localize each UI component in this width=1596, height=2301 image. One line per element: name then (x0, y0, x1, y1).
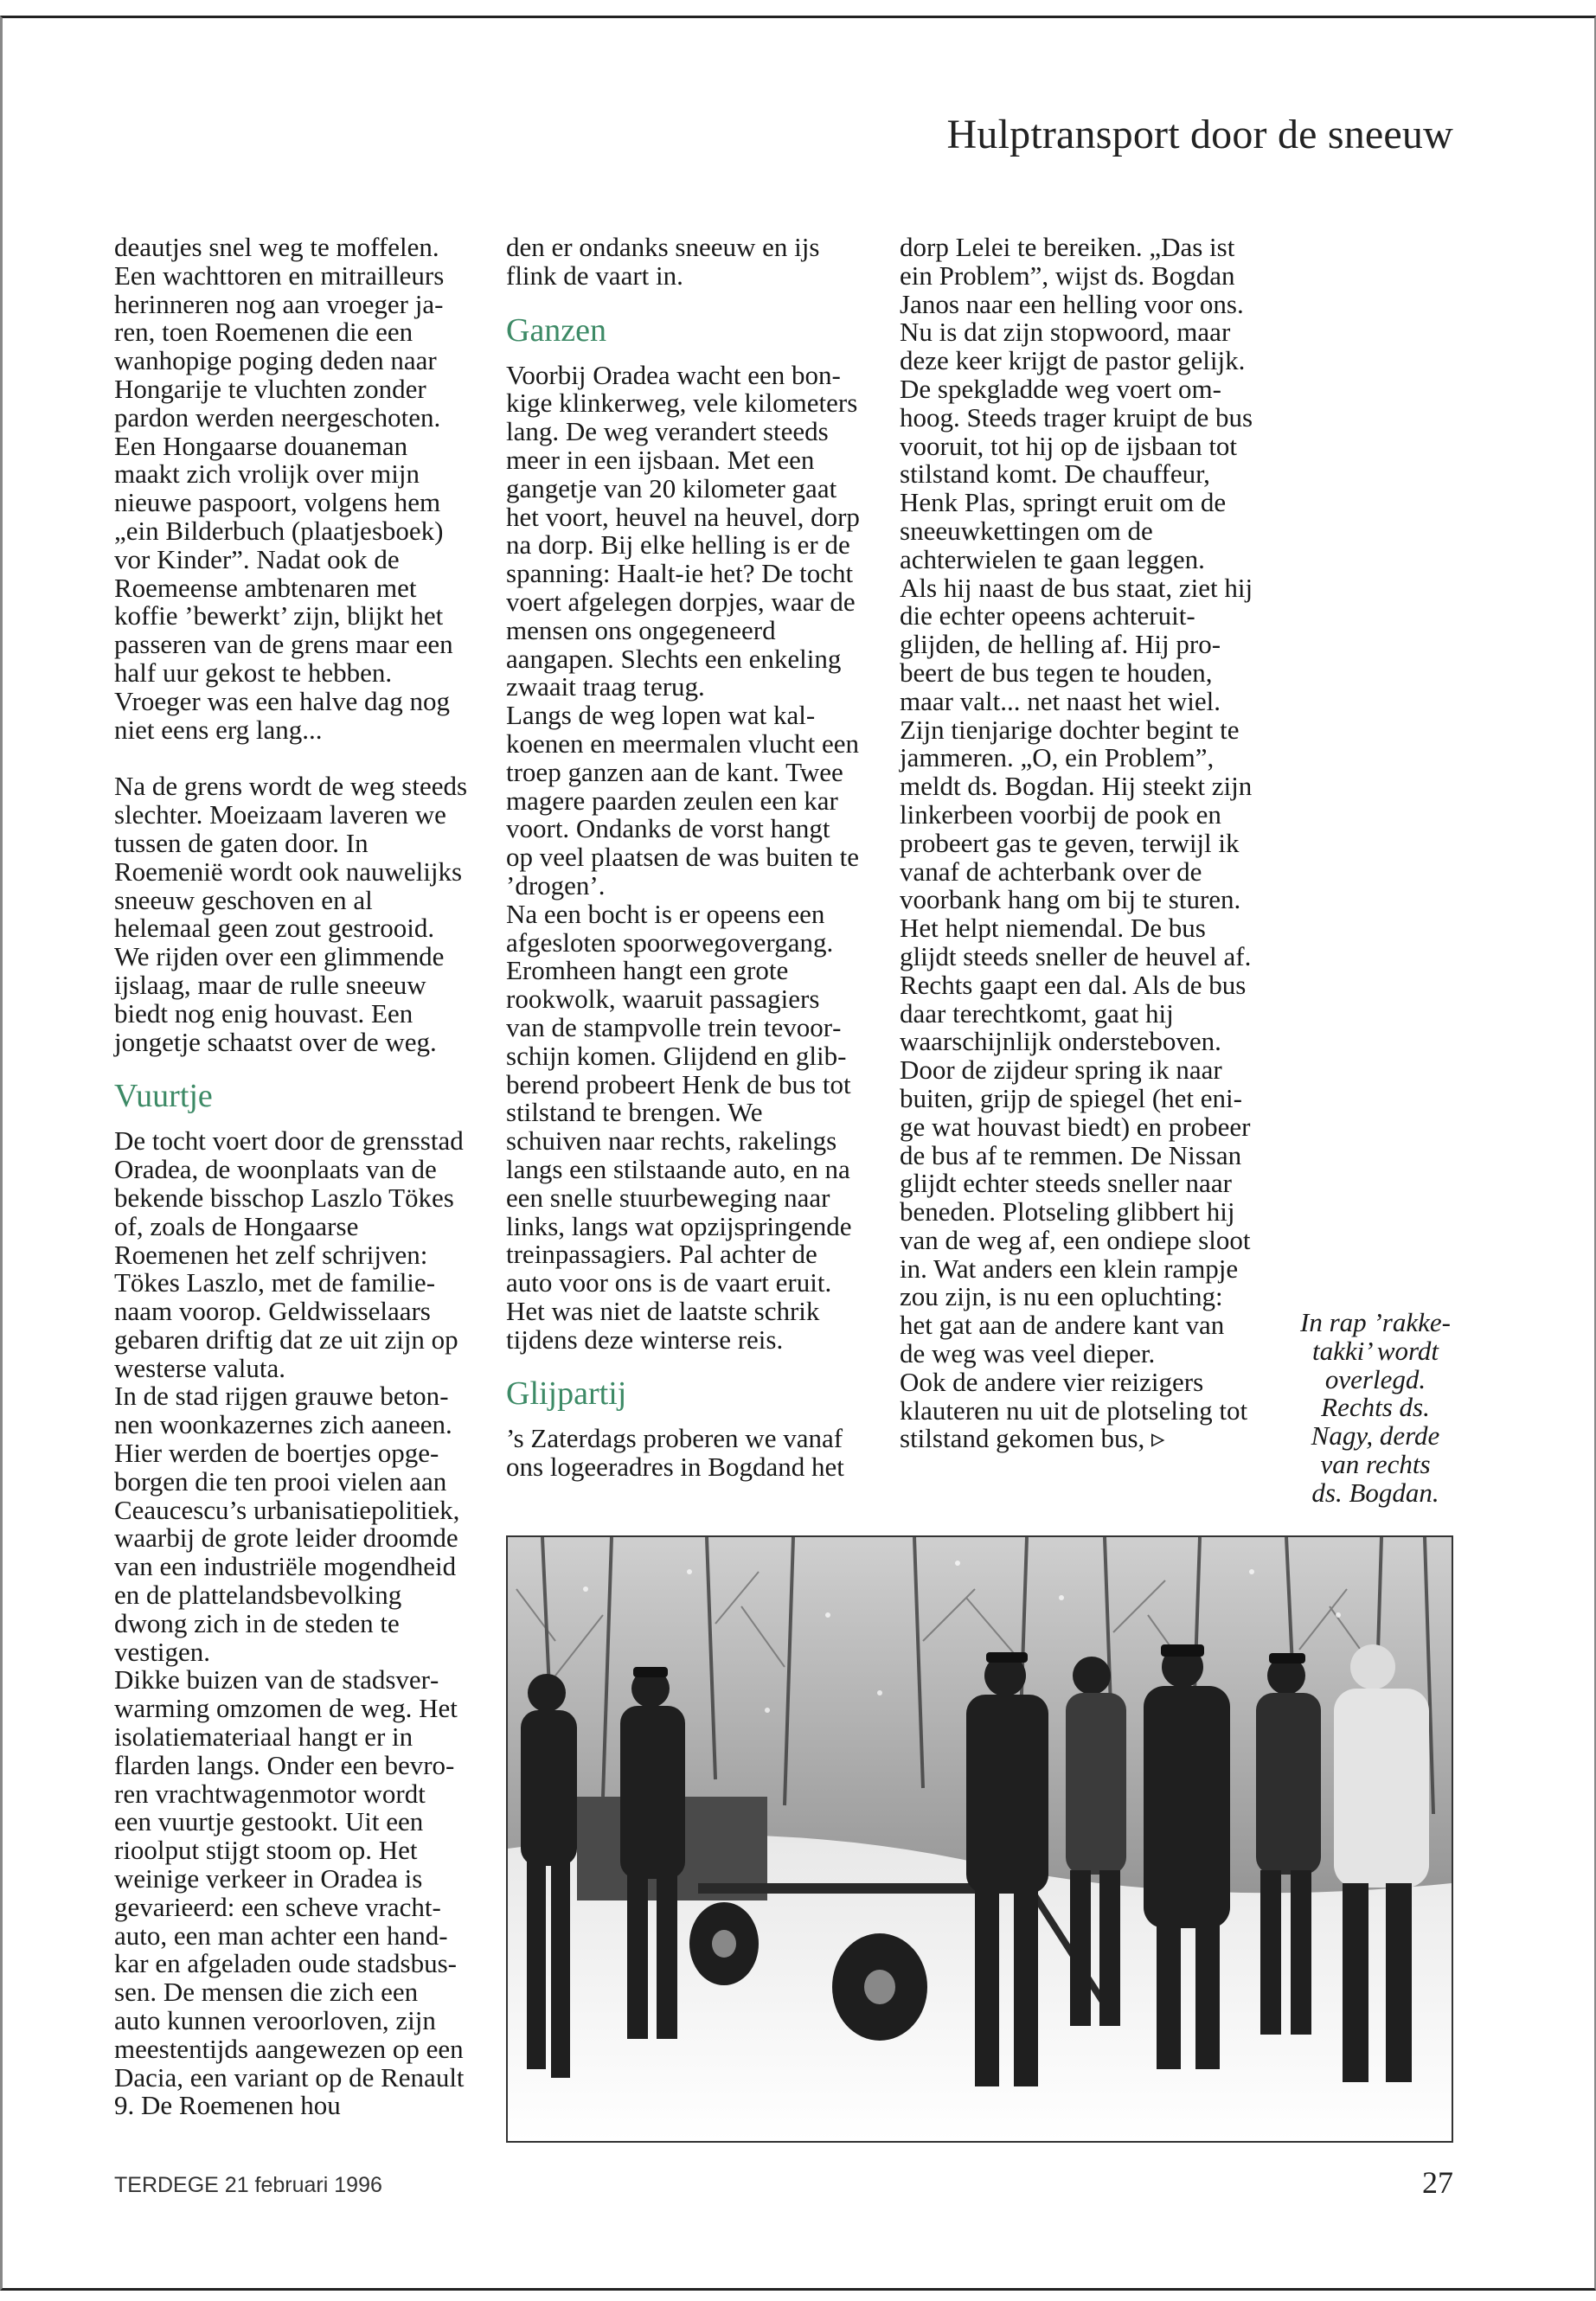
article-column-3 (900, 234, 1254, 1453)
caption-line: Rechts ds. (1321, 1392, 1430, 1423)
running-header-title: Hulptransport door de sneeuw (946, 112, 1453, 157)
paragraph: Na een bocht is er opeens een afgesloten spoorwegovergang. Eromheen hangt een grote rookwolk, waaruit passagiers van de stampvolle trein tevoorschijn komen. Glijdend en glibberend probeert Henk de bus tot stilstand te brengen. We schuiven naar rechts, rakelings langs een stilstaande auto, en na een snelle stuurbeweging naar links, langs wat opzijspringende treinpassagiers. Pal achter de auto voor ons is de vaart eruit. Het was niet de laatste schrik tijdens deze winterse reis. (506, 898, 852, 1355)
paragraph: In de stad rijgen grauwe betonnen woonkazernes zich aaneen. Hier werden de boertjes opgeborgen die ten prooi vielen aan Ceaucescu’s urbanisatiepolitiek, waarbij de grote leider droomde van een industriële mogendheid en de plattelandsbevolking dwong zich in de steden te vestigen. (114, 1381, 460, 1667)
paragraph: Door de zijdeur spring ik naar buiten, grijp de spiegel (het enige wat houvast biedt) en probeer de bus af te remmen. De Nissan glijdt echter steeds sneller naar beneden. Plotseling glibbert hij van de weg af, een ondiepe sloot in. Wat anders een klein rampje zou zijn, is nu een opluchting: het gat aan de andere kant van de weg was veel dieper. (900, 1054, 1251, 1369)
paragraph: Langs de weg lopen wat kalkoenen en meermalen vlucht een troep ganzen aan de kant. Twee magere paarden zeulen een kar voort. Ondanks de vorst hangt op veel plaatsen de was buiten te ’drogen’. (506, 700, 860, 901)
paragraph (900, 1368, 1254, 1453)
caption-line: ds. Bogdan. (1311, 1477, 1439, 1508)
caption-line: van rechts (1320, 1448, 1431, 1479)
paragraph: De tocht voert door de grensstad Oradea, de woonplaats van de bekende bisschop Laszlo Tökes of, zoals de Hongaarse Roemenen het zelf schrijven: Tökes Laszlo, met de familienaam voorop. Geldwisselaars gebaren driftig dat ze uit zijn op westerse valuta. (114, 1125, 464, 1383)
continue-arrow-icon: ▹ (1151, 1423, 1165, 1454)
article-column-2 (506, 234, 861, 1482)
article-column-1 (114, 234, 469, 2120)
section-heading-glijpartij: Glijpartij (506, 1375, 627, 1413)
section-heading-vuurtje: Vuurtje (114, 1078, 213, 1115)
paragraph: Dikke buizen van de stadsverwarming omzomen de weg. Het isolatiemateriaal hangt er in flarden langs. Onder een bevroren vrachtwagenmotor wordt een vuurtje gestookt. Uit een rioolput stijgt stoom op. Het weinige verkeer in Oradea is gevarieerd: een scheve vrachtauto, een man achter een handkar en afgeladen oude stadsbussen. De mensen die zich een auto kunnen veroorloven, zijn meestentijds aangewezen op een Dacia, een variant op de Renault 9. De Roemenen hou (114, 1664, 465, 2121)
news-photo-snow-scene (506, 1535, 1453, 2143)
paragraph: Na de grens wordt de weg steeds slechter. Moeizaam laveren we tussen de gaten door. In Roemenië wordt ook nauwelijks sneeuw geschoven en al helemaal geen zout gestrooid. We rijden over een glimmende ijslaag, maar de rulle sneeuw biedt nog enig houvast. Een jongetje schaatst over de weg. (114, 771, 468, 1057)
caption-line: Nagy, derde (1311, 1420, 1440, 1452)
paragraph: dorp Lelei te bereiken. „Das ist ein Problem”, wijst ds. Bogdan Janos naar een helling voor ons. Nu is dat zijn stopwoord, maar deze keer krijgt de pastor gelijk. De spekgladde weg voert omhoog. Steeds trager kruipt de bus vooruit, tot hij op de ijsbaan tot stilstand komt. De chauffeur, Henk Plas, springt eruit om de sneeuwkettingen om de achterwielen te gaan leggen. (900, 232, 1253, 574)
paragraph: Voorbij Oradea wacht een bonkige klinkerweg, vele kilometers lang. De weg verandert steeds meer in een ijsbaan. Met een gangetje van 20 kilometer gaat het voort, heuvel na heuvel, dorp na dorp. Bij elke helling is er de spanning: Haalt-ie het? De tocht voert afgelegen dorpjes, waar de mensen ons ongegeneerd aangapen. Slechts een enkeling zwaait traag terug. (506, 359, 860, 702)
paragraph: Als hij naast de bus staat, ziet hij die echter opeens achteruitglijden, de helling af. Hij probeert de bus tegen te houden, maar valt... net naast het wiel. Zijn tienjarige dochter begint te jammeren. „O, ein Problem”, meldt ds. Bogdan. Hij steekt zijn linkerbeen voorbij de pook en probeert gas te geven, terwijl ik vanaf de achterbank over de voorbank hang om bij te sturen. Het helpt niemendal. De bus glijdt steeds sneller de heuvel af. Rechts gaapt een dal. Als de bus daar terechtkomt, gaat hij waarschijnlijk ondersteboven. (900, 572, 1253, 1057)
caption-line: takki’ wordt (1311, 1335, 1439, 1366)
footer-publication: TERDEGE 21 februari 1996 (114, 2173, 382, 2197)
paragraph-text: Ook de andere vier reizigers klauteren nu uit de plotseling tot stilstand gekomen bus, (900, 1366, 1248, 1454)
page-number: 27 (1422, 2165, 1453, 2200)
paragraph: den er ondanks sneeuw en ijs flink de vaart in. (506, 232, 820, 291)
paragraph: deautjes snel weg te moffelen. Een wachttoren en mitrailleurs herinneren nog aan vroeger jaren, toen Roemenen die een wanhopige poging deden naar Hongarije te vluchten zonder pardon werden neergeschoten. Een Hongaarse douaneman maakt zich vrolijk over mijn nieuwe paspoort, volgens hem „ein Bilderbuch (plaatjesboek) vor Kinder”. Nadat ook de Roemeense ambtenaren met koffie ’bewerkt’ zijn, blijkt het passeren van de grens maar een half uur gekost te hebben. Vroeger was een halve dag nog niet eens erg lang... (114, 232, 453, 745)
photo-caption (1289, 1309, 1462, 1508)
paragraph: ’s Zaterdags proberen we vanaf ons logeeradres in Bogdand het (506, 1423, 844, 1483)
caption-line: In rap ’rakke- (1300, 1307, 1451, 1337)
section-heading-ganzen: Ganzen (506, 311, 607, 349)
caption-line: overlegd. (1324, 1363, 1426, 1394)
